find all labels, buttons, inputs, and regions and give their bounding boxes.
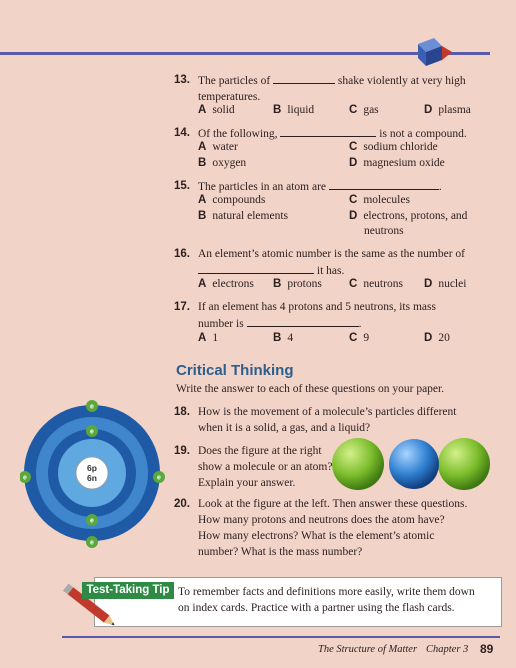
- svg-text:e: e: [90, 403, 94, 411]
- question-17: [176, 299, 496, 332]
- question-text: Look at the figure at the left. Then answer these questions.: [198, 498, 468, 510]
- page-number: 89: [480, 642, 494, 656]
- question-13: [176, 72, 496, 105]
- instructions: Write the answer to each of these questions on your paper.: [176, 383, 445, 395]
- atom-diagram: [20, 395, 168, 550]
- question-20: [176, 496, 496, 560]
- option-a: A solid: [198, 104, 235, 116]
- question-text: it has.: [316, 265, 345, 277]
- question-text: .: [438, 181, 442, 193]
- question-14: [176, 125, 496, 142]
- question-text: The particles of: [198, 75, 271, 87]
- answer-blank: [280, 125, 376, 137]
- answer-blank: [198, 262, 314, 274]
- option-c: C neutrons: [349, 278, 403, 290]
- option-c: C molecules: [349, 194, 410, 206]
- answer-blank: [273, 72, 335, 84]
- option-c: C sodium chloride: [349, 141, 438, 153]
- option-d-continued: neutrons: [364, 225, 404, 237]
- cube-icon: [412, 36, 452, 68]
- question-text: Explain your answer.: [198, 477, 296, 489]
- question-18: [176, 404, 496, 436]
- question-text: .: [358, 318, 362, 330]
- option-d: D 20: [424, 332, 450, 344]
- option-a: A water: [198, 141, 238, 153]
- question-15: [176, 178, 496, 195]
- question-number: 18.: [174, 406, 190, 418]
- question-text: How is the movement of a molecule’s particles different: [198, 406, 457, 418]
- question-text: when it is a solid, a gas, and a liquid?: [198, 422, 371, 434]
- answer-blank: [329, 178, 439, 190]
- book-title: The Structure of Matter: [318, 644, 418, 655]
- option-d: D nuclei: [424, 278, 467, 290]
- question-text: Of the following,: [198, 128, 278, 140]
- question-text: is not a compound.: [379, 128, 467, 140]
- question-text: number? What is the mass number?: [198, 546, 363, 558]
- tip-text: To remember facts and definitions more easily, write them down on index cards. Practice with a partner using the flash cards.: [178, 586, 475, 614]
- footer-rule: [62, 636, 500, 638]
- question-text: How many electrons? What is the element’s atomic: [198, 530, 435, 542]
- option-b: B 4: [273, 332, 294, 344]
- chapter-label: Chapter 3: [426, 644, 469, 655]
- question-text: temperatures.: [198, 91, 261, 103]
- nucleus-neutrons: 6n: [87, 473, 97, 483]
- question-text: show a molecule or an atom?: [198, 461, 333, 473]
- option-c: C gas: [349, 104, 379, 116]
- option-a: A compounds: [198, 194, 266, 206]
- svg-text:e: e: [23, 474, 27, 482]
- question-number: 15.: [174, 180, 190, 192]
- svg-text:e: e: [90, 517, 94, 525]
- option-d: D magnesium oxide: [349, 157, 445, 169]
- question-text: How many protons and neutrons does the atom have?: [198, 514, 445, 526]
- option-a: A 1: [198, 332, 219, 344]
- question-number: 16.: [174, 248, 190, 260]
- question-number: 14.: [174, 127, 190, 139]
- option-b: B oxygen: [198, 157, 247, 169]
- option-a: A electrons: [198, 278, 254, 290]
- svg-text:e: e: [157, 474, 161, 482]
- question-text: The particles in an atom are: [198, 181, 327, 193]
- option-c: C 9: [349, 332, 370, 344]
- svg-text:e: e: [90, 428, 94, 436]
- question-16: [176, 246, 496, 279]
- question-text: An element’s atomic number is the same as the number of: [198, 248, 465, 260]
- question-text: shake violently at very high: [337, 75, 466, 87]
- question-text: If an element has 4 protons and 5 neutrons, its mass: [198, 301, 436, 313]
- option-b: B natural elements: [198, 210, 288, 222]
- molecule-figure: [330, 436, 492, 492]
- option-b: B protons: [273, 278, 322, 290]
- option-d: D plasma: [424, 104, 471, 116]
- question-number: 20.: [174, 498, 190, 510]
- answer-blank: [247, 315, 359, 327]
- question-text: number is: [198, 318, 244, 330]
- tip-label: Test-Taking Tip: [82, 582, 174, 599]
- option-d: D electrons, protons, and: [349, 210, 468, 222]
- option-b: B liquid: [273, 104, 315, 116]
- section-title: Critical Thinking: [176, 362, 294, 379]
- question-number: 13.: [174, 74, 190, 86]
- question-number: 19.: [174, 445, 190, 457]
- svg-text:e: e: [90, 539, 94, 547]
- question-number: 17.: [174, 301, 190, 313]
- nucleus-protons: 6p: [87, 463, 97, 473]
- question-text: Does the figure at the right: [198, 445, 322, 457]
